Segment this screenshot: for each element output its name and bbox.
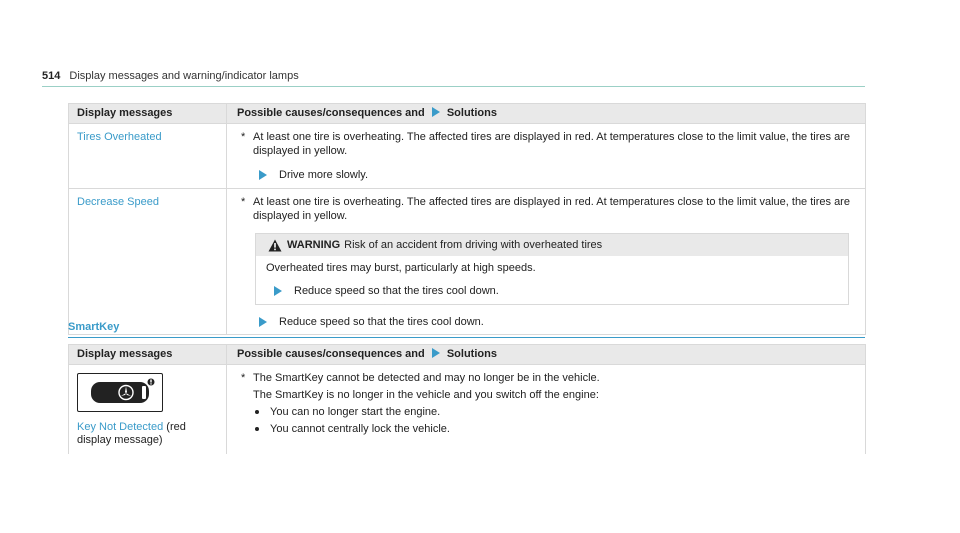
table-row	[69, 124, 866, 189]
page-header-title: Display messages and warning/indicator lamps	[69, 70, 299, 82]
play-arrow-icon	[432, 348, 440, 358]
table-row	[69, 365, 866, 455]
cause-text	[241, 371, 855, 385]
solution-text: Reduce speed so that the tires cool down.	[279, 316, 484, 328]
solution-item	[259, 168, 855, 182]
col-header-messages: Display messages	[69, 345, 227, 365]
section-divider	[68, 337, 865, 338]
solution-text: Drive more slowly.	[279, 169, 369, 181]
message-key-not-detected-block	[77, 421, 218, 447]
warning-heading-text: Risk of an accident from driving with overheated tires	[344, 239, 603, 251]
play-arrow-icon	[259, 170, 267, 180]
message-suffix: (red display message)	[77, 421, 186, 446]
col-header-causes	[227, 345, 866, 365]
header-divider	[42, 86, 865, 87]
bullet-icon	[255, 427, 259, 431]
smartkey-icon	[77, 373, 163, 412]
warning-action	[274, 284, 838, 298]
message-key-not-detected: Key Not Detected	[77, 421, 164, 433]
asterisk-marker: *	[241, 372, 246, 384]
page-number: 514	[42, 70, 61, 82]
warning-body	[256, 256, 848, 304]
col-header-causes	[227, 104, 866, 124]
warning-label: WARNING	[287, 239, 341, 251]
section-title: SmartKey	[68, 321, 120, 333]
asterisk-marker: *	[241, 131, 246, 143]
warning-body-text: Overheated tires may burst, particularly at high speeds.	[266, 262, 536, 274]
smartkey-messages-table	[68, 344, 866, 454]
list-item-text: You can no longer start the engine.	[270, 406, 441, 418]
warning-triangle-icon	[268, 239, 282, 252]
table-header-row	[69, 104, 866, 124]
cause-followup: The SmartKey is no longer in the vehicle and you switch off the engine:	[253, 389, 599, 401]
warning-box	[255, 233, 849, 305]
bullet-icon	[255, 410, 259, 414]
col-header-solutions-text: Solutions	[446, 348, 497, 360]
cause-text-body: At least one tire is overheating. The affected tires are displayed in red. At temperatures close to the limit value, the tires are displayed in yellow.	[253, 196, 850, 222]
col-header-causes-text: Possible causes/consequences and	[237, 107, 425, 119]
table-header-row	[69, 345, 866, 365]
play-arrow-icon	[259, 317, 267, 327]
col-header-messages: Display messages	[69, 104, 227, 124]
cause-text-body: At least one tire is overheating. The affected tires are displayed in red. At temperatures close to the limit value, the tires are displayed in yellow.	[253, 131, 850, 157]
list-item	[255, 405, 855, 419]
asterisk-marker: *	[241, 196, 246, 208]
message-tires-overheated: Tires Overheated	[77, 131, 162, 143]
col-header-solutions-text: Solutions	[446, 107, 497, 119]
cause-text	[241, 130, 855, 158]
col-header-causes-text: Possible causes/consequences and	[237, 348, 425, 360]
display-messages-table	[68, 103, 866, 335]
warning-heading	[256, 234, 848, 256]
page-header	[42, 70, 299, 82]
list-item-text: You cannot centrally lock the vehicle.	[270, 423, 450, 435]
cause-text	[241, 195, 855, 223]
cause-text-body: The SmartKey cannot be detected and may no longer be in the vehicle.	[253, 372, 600, 384]
table-row	[69, 189, 866, 335]
list-item	[255, 422, 855, 436]
warning-action-text: Reduce speed so that the tires cool down.	[294, 285, 499, 297]
play-arrow-icon	[432, 107, 440, 117]
message-decrease-speed: Decrease Speed	[77, 196, 159, 208]
solution-item	[259, 315, 855, 329]
play-arrow-icon	[274, 286, 282, 296]
